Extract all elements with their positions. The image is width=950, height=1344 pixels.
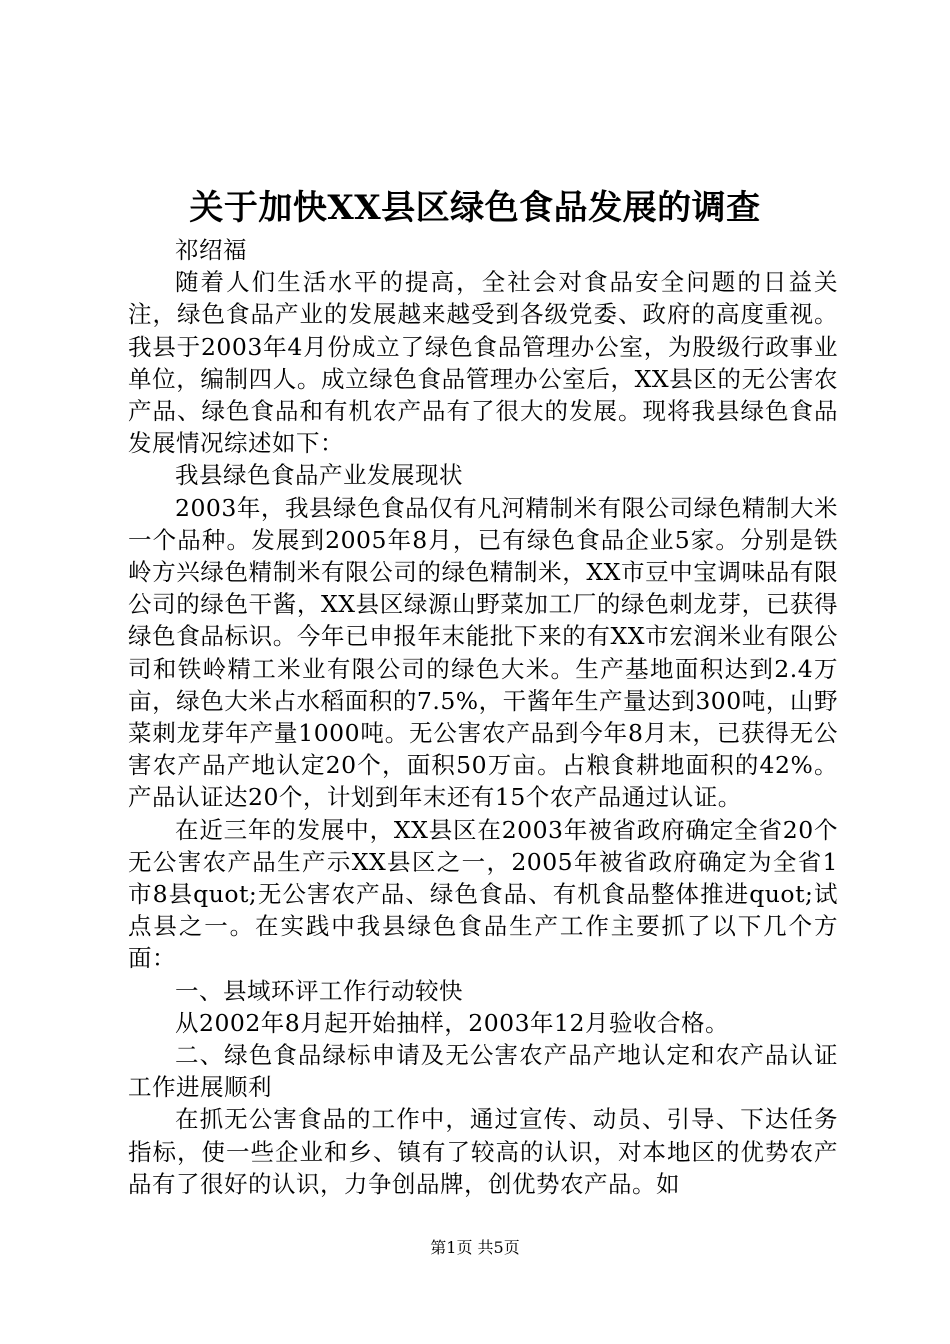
paragraph-intro: 随着人们生活水平的提高，全社会对食品安全问题的日益关注，绿色食品产业的发展越来越受到各级党委、政府的高度重视。我县于2003年4月份成立了绿色食品管理办公室，为股级行政事业单位，编制四人。成立绿色食品管理办公室后，XX县区的无公害农产品、绿色食品和有机农产品有了很大的发展。现将我县绿色食品发展情况综述如下： <box>128 268 838 458</box>
section-heading-two: 二、绿色食品绿标申请及无公害农产品产地认定和农产品认证工作进展顺利 <box>128 1041 838 1102</box>
section-heading-one: 一、县域环评工作行动较快 <box>175 976 463 1005</box>
paragraph-certification: 在抓无公害食品的工作中，通过宣传、动员、引导、下达任务指标，使一些企业和乡、镇有了较高的认识，对本地区的优势农产品有了很好的认识，力争创品牌，创优势农产品。如 <box>128 1105 838 1198</box>
author-name: 祁绍福 <box>175 236 247 264</box>
document-body <box>128 234 838 1200</box>
page-footer: 第1页 共5页 <box>430 1238 520 1257</box>
paragraph-sampling: 从2002年8月起开始抽样，2003年12月验收合格。 <box>175 1008 729 1037</box>
paragraph-development: 在近三年的发展中，XX县区在2003年被省政府确定全省20个无公害农产品生产示XX县区之一，2005年被省政府确定为全省1市8县quot;无公害农产品、绿色食品、有机食品整体推进quot;试点县之一。在实践中我县绿色食品生产工作主要抓了以下几个方面： <box>128 815 838 973</box>
section-heading-status: 我县绿色食品产业发展现状 <box>175 461 463 490</box>
document-title: 关于加快XX县区绿色食品发展的调查 <box>189 188 761 228</box>
paragraph-status: 2003年，我县绿色食品仅有凡河精制米有限公司绿色精制大米一个品种。发展到2005年8月，已有绿色食品企业5家。分别是铁岭方兴绿色精制米有限公司的绿色精制米，XX市豆中宝调味品有限公司的绿色干酱，XX县区绿源山野菜加工厂的绿色刺龙芽，已获得绿色食品标识。今年已申报年末能批下来的有XX市宏润米业有限公司和铁岭精工米业有限公司的绿色大米。生产基地面积达到2.4万亩，绿色大米占水稻面积的7.5%，干酱年生产量达到300吨，山野菜刺龙芽年产量1000吨。无公害农产品到今年8月末，已获得无公害农产品产地认定20个，面积50万亩。占粮食耕地面积的42%。产品认证达20个，计划到年末还有15个农产品通过认证。 <box>128 493 838 812</box>
